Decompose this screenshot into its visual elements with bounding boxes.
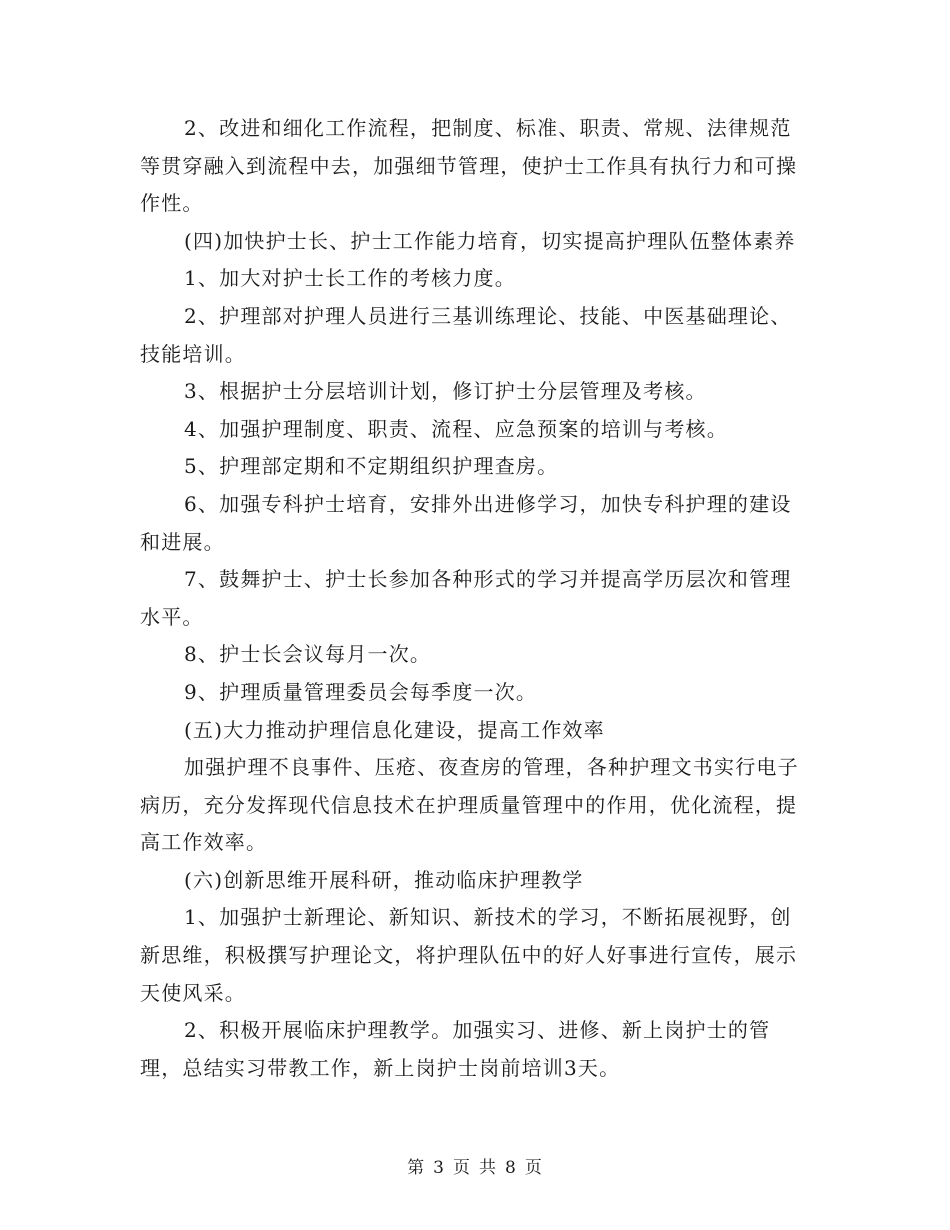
total-pages-number: 8	[505, 1158, 517, 1178]
footer-label-ye2: 页	[524, 1158, 543, 1178]
paragraph: 4、加强护理制度、职责、流程、应急预案的培训与考核。	[184, 416, 728, 441]
paragraph: 2、护理部对护理人员进行三基训练理论、技能、中医基础理论、技能培训。	[140, 303, 792, 366]
paragraph: 9、护理质量管理委员会每季度一次。	[184, 679, 538, 704]
paragraph: 7、鼓舞护士、护士长参加各种形式的学习并提高学历层次和管理水平。	[140, 567, 792, 629]
section-heading: (四)加快护士长、护士工作能力培育，切实提高护理队伍整体素养	[184, 228, 796, 253]
paragraph: 2、积极开展临床护理教学。加强实习、进修、新上岗护士的管理，总结实习带教工作，新上岗护士岗前培训3天。	[140, 1018, 771, 1080]
document-body	[140, 110, 810, 1087]
paragraph: 2、改进和细化工作流程，把制度、标准、职责、常规、法律规范等贯穿融入到流程中去，加强细节管理，使护士工作具有执行力和可操作性。	[140, 116, 798, 216]
page-footer	[0, 1153, 950, 1178]
paragraph: 6、加强专科护士培育，安排外出进修学习，加快专科护理的建设和进展。	[140, 491, 792, 554]
paragraph: 1、加强护士新理论、新知识、新技术的学习，不断拓展视野，创新思维，积极撰写护理论文，将护理队伍中的好人好事进行宣传，展示天使风采。	[140, 905, 798, 1005]
paragraph: 5、护理部定期和不定期组织护理查房。	[184, 454, 559, 479]
footer-label-ye: 页	[453, 1158, 471, 1178]
current-page-number: 3	[433, 1158, 445, 1178]
paragraph: 3、根据护士分层培训计划，修订护士分层管理及考核。	[184, 379, 707, 404]
footer-label-gong: 共	[479, 1158, 497, 1178]
paragraph: 加强护理不良事件、压疮、夜查房的管理，各种护理文书实行电子病历，充分发挥现代信息技术在护理质量管理中的作用，优化流程，提高工作效率。	[140, 755, 799, 855]
section-heading: (五)大力推动护理信息化建设，提高工作效率	[184, 717, 605, 742]
section-heading: (六)创新思维开展科研，推动临床护理教学	[184, 867, 584, 892]
paragraph: 8、护士长会议每月一次。	[184, 642, 432, 667]
paragraph: 1、加大对护士长工作的考核力度。	[184, 266, 516, 291]
footer-label-di: 第	[407, 1158, 426, 1178]
